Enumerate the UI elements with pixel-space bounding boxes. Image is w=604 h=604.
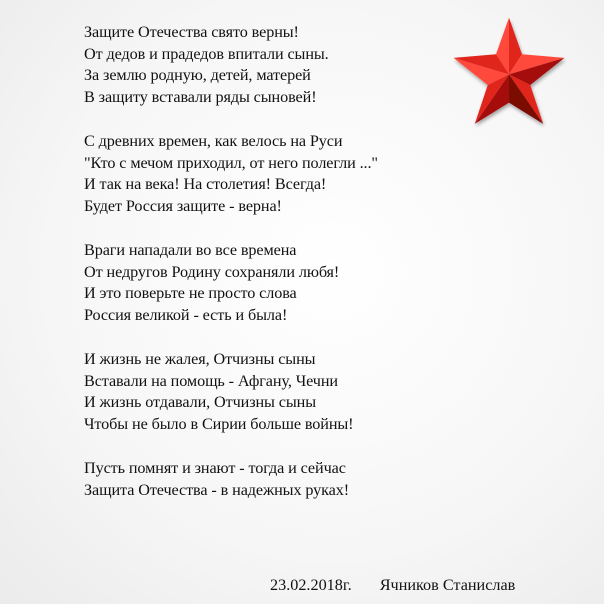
red-star-icon	[450, 14, 568, 130]
poem-line: Чтобы не было в Сирии больше войны!	[84, 414, 354, 433]
poem-line: Будет Россия защите - верна!	[84, 196, 282, 215]
stanza-4	[84, 349, 444, 435]
signature-author: Ячников Станислав	[379, 576, 516, 594]
signature	[270, 575, 515, 595]
poem-line: Россия великой - есть и была!	[84, 305, 288, 324]
poem-body	[84, 22, 444, 524]
poem-line: Враги нападали во все времена	[84, 241, 297, 259]
poem-line: Защита Отечества - в надежных руках!	[84, 480, 350, 499]
stanza-3	[84, 240, 444, 326]
signature-date: 23.02.2018г.	[270, 576, 352, 594]
poem-line: От дедов и прадедов впитали сыны.	[84, 44, 329, 63]
poem-line: И жизнь отдавали, Отчизны сыны	[84, 393, 316, 411]
stanza-5	[84, 458, 444, 501]
poem-line: И жизнь не жалея, Отчизны сыны	[84, 350, 316, 368]
poem-line: Вставали на помощь - Афгану, Чечни	[84, 371, 338, 390]
poem-line: Пусть помнят и знают - тогда и сейчас	[84, 459, 346, 477]
poem-line: За землю родную, детей, матерей	[84, 66, 311, 84]
poem-line: Защите Отечества свято верны!	[84, 23, 299, 41]
poem-line: И так на века! На столетия! Всегда!	[84, 175, 327, 193]
poem-line: И это поверьте не просто слова	[84, 284, 297, 302]
poem-line: С древних времен, как велось на Руси	[84, 132, 343, 150]
poem-line: От недругов Родину сохраняли любя!	[84, 262, 340, 281]
stanza-2	[84, 131, 444, 217]
poem-line: "Кто с мечом приходил, от него полегли ..."	[84, 153, 378, 172]
poem-line: В защиту вставали ряды сыновей!	[84, 87, 317, 106]
stanza-1	[84, 22, 444, 108]
